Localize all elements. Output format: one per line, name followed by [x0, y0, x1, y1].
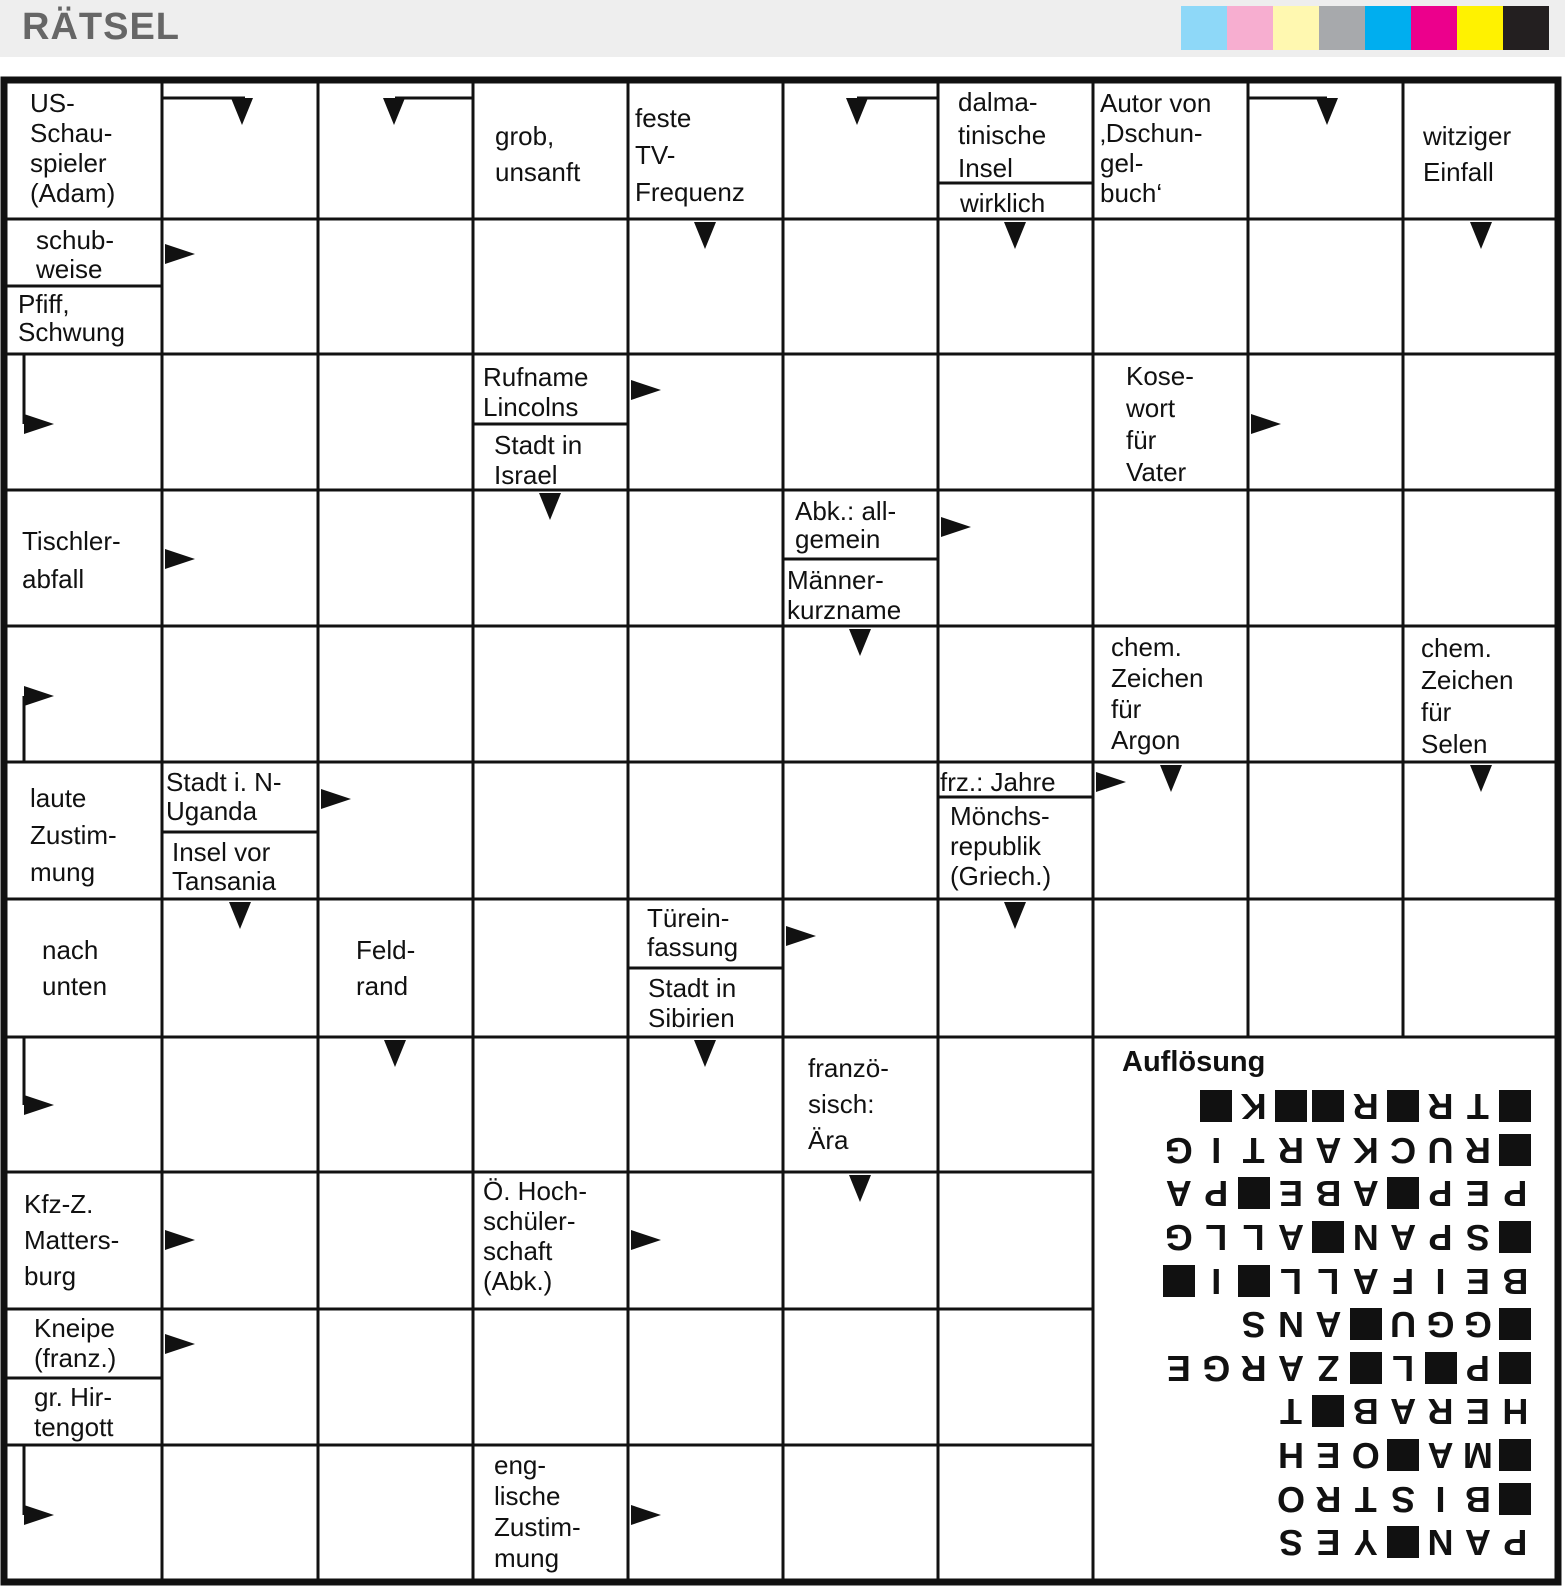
- solution-block: [1197, 1084, 1234, 1128]
- right-arrow: [1096, 772, 1126, 792]
- solution-block: [1347, 1346, 1384, 1390]
- solution-letter: A: [1390, 1391, 1417, 1433]
- clue-kfz-mattersburg: Kfz-Z. Matters- burg: [24, 1189, 120, 1291]
- solution-block: [1497, 1215, 1534, 1259]
- solution-title: Auflösung: [1122, 1046, 1266, 1078]
- solution-block: [1310, 1390, 1347, 1434]
- right-arrow: [165, 549, 195, 569]
- down-arrow: [1470, 222, 1492, 249]
- down-arrow: [384, 1040, 406, 1067]
- solution-letter: R: [1427, 1391, 1454, 1433]
- clue-laute-zustimmung: laute Zustim- mung: [30, 783, 117, 887]
- solution-letter: K: [1352, 1129, 1379, 1171]
- solution-letter: R: [1277, 1129, 1304, 1171]
- solution-block: [1497, 1084, 1534, 1128]
- down-arrow: [1004, 902, 1026, 929]
- solution-block: [1235, 1259, 1272, 1303]
- solution-block: [1422, 1346, 1459, 1390]
- down-arrow: [846, 98, 868, 125]
- solution-letter: C: [1390, 1129, 1417, 1171]
- solution-letter: A: [1315, 1304, 1342, 1346]
- solution-letter: I: [1211, 1260, 1222, 1302]
- solution-letter: O: [1351, 1435, 1380, 1477]
- down-arrow: [694, 222, 716, 249]
- down-arrow: [383, 98, 405, 125]
- down-arrow: [1004, 222, 1026, 249]
- solution-letter: A: [1427, 1435, 1454, 1477]
- clue-stadt-sibirien: Stadt in Sibirien: [648, 973, 737, 1033]
- solution-block: [1310, 1215, 1347, 1259]
- solution-grid: [1122, 1084, 1534, 1564]
- clue-abk-allgemein: Abk.: all- gemein: [795, 496, 897, 554]
- solution-letter: P: [1503, 1522, 1528, 1564]
- solution-row: [1122, 1172, 1534, 1216]
- clue-pfiff: Pfiff, Schwung: [18, 289, 125, 347]
- right-arrow: [24, 414, 54, 434]
- clue-us-schauspieler: US- Schau- spieler (Adam): [30, 88, 116, 208]
- solution-letter: P: [1428, 1217, 1453, 1259]
- clue-frz-jahre: frz.: Jahre: [940, 767, 1056, 797]
- clue-witziger: witziger Einfall: [1423, 121, 1512, 187]
- solution-letter: E: [1465, 1173, 1490, 1215]
- solution-letter: S: [1465, 1217, 1490, 1259]
- clue-hirtengott: gr. Hir- tengott: [34, 1382, 114, 1442]
- right-arrow: [631, 1505, 661, 1525]
- solution-letter: P: [1204, 1173, 1229, 1215]
- solution-block: [1384, 1433, 1421, 1477]
- solution-letter: I: [1435, 1478, 1446, 1520]
- solution-letter: S: [1241, 1304, 1266, 1346]
- down-arrow: [694, 1040, 716, 1067]
- solution-block: [1497, 1128, 1534, 1172]
- clue-kosewort: Kose- wort für Vater: [1126, 361, 1194, 487]
- solution-letter: L: [1242, 1217, 1265, 1259]
- clue-nach-unten: nach unten: [42, 935, 108, 1001]
- clue-englische-zustimmung: eng- lische Zustim- mung: [494, 1450, 581, 1573]
- solution-letter: A: [1464, 1522, 1491, 1564]
- clue-chem-selen: chem. Zeichen für Selen: [1421, 633, 1514, 759]
- solution-letter: A: [1352, 1173, 1379, 1215]
- solution-block: [1497, 1346, 1534, 1390]
- down-arrow: [849, 629, 871, 656]
- solution-block: [1384, 1520, 1421, 1564]
- clue-grob: grob, unsanft: [495, 121, 581, 187]
- solution-letter: R: [1464, 1129, 1491, 1171]
- solution-letter: U: [1427, 1129, 1454, 1171]
- solution-row: [1122, 1302, 1534, 1346]
- solution-letter: F: [1392, 1260, 1415, 1302]
- solution-row: [1122, 1084, 1534, 1128]
- solution-letter: E: [1278, 1173, 1303, 1215]
- clue-wirklich: wirklich: [960, 188, 1046, 218]
- solution-letter: Z: [1317, 1347, 1340, 1389]
- right-arrow: [165, 1334, 195, 1354]
- solution-letter: A: [1352, 1260, 1379, 1302]
- solution-block: [1160, 1259, 1197, 1303]
- clue-tuereinfassung: Türein- fassung: [647, 903, 739, 962]
- solution-letter: R: [1315, 1478, 1342, 1520]
- solution-row: [1122, 1128, 1534, 1172]
- down-arrow: [231, 98, 253, 125]
- clue-moenchsrepublik: Mönchs- republik (Griech.): [950, 801, 1052, 891]
- solution-letter: O: [1276, 1478, 1305, 1520]
- solution-letter: E: [1316, 1522, 1341, 1564]
- solution-block: [1497, 1477, 1534, 1521]
- solution-letter: U: [1390, 1304, 1417, 1346]
- solution-letter: B: [1315, 1173, 1342, 1215]
- right-arrow: [321, 789, 351, 809]
- solution-letter: R: [1427, 1086, 1454, 1128]
- solution-letter: L: [1279, 1260, 1302, 1302]
- page-title: RÄTSEL: [22, 6, 180, 48]
- solution-letter: I: [1211, 1129, 1222, 1171]
- solution-letter: R: [1352, 1086, 1379, 1128]
- solution-letter: G: [1463, 1304, 1492, 1346]
- clue-schubweise: schub- weise: [36, 225, 115, 284]
- solution-letter: A: [1315, 1129, 1342, 1171]
- solution-letter: G: [1164, 1129, 1193, 1171]
- solution-letter: N: [1277, 1304, 1304, 1346]
- clue-chem-argon: chem. Zeichen für Argon: [1111, 632, 1204, 755]
- right-arrow: [24, 1095, 54, 1115]
- solution-letter: I: [1435, 1260, 1446, 1302]
- clue-insel-tansania: Insel vor Tansania: [172, 837, 277, 896]
- clue-franzoesisch-aera: franzö- sisch: Ära: [808, 1053, 889, 1155]
- solution-letter: K: [1240, 1086, 1267, 1128]
- solution-letter: R: [1240, 1347, 1267, 1389]
- solution-row: [1122, 1215, 1534, 1259]
- solution-letter: L: [1317, 1260, 1340, 1302]
- clue-kneipe: Kneipe (franz.): [34, 1313, 117, 1373]
- down-arrow: [1470, 765, 1492, 792]
- down-arrow: [849, 1175, 871, 1202]
- solution-row: [1122, 1477, 1534, 1521]
- clue-oe-hochschuelerschaft: Ö. Hoch- schüler- schaft (Abk.): [483, 1176, 588, 1296]
- solution-letter: L: [1392, 1347, 1415, 1389]
- solution-block: [1272, 1084, 1309, 1128]
- solution-letter: T: [1279, 1391, 1302, 1433]
- solution-row: [1122, 1433, 1534, 1477]
- solution-letter: T: [1242, 1129, 1265, 1171]
- down-arrow: [1316, 98, 1338, 125]
- solution-letter: B: [1352, 1391, 1379, 1433]
- right-arrow: [631, 380, 661, 400]
- solution-letter: A: [1165, 1173, 1192, 1215]
- clue-stadt-uganda: Stadt i. N- Uganda: [166, 767, 282, 826]
- solution-row: [1122, 1390, 1534, 1434]
- right-arrow: [165, 244, 195, 264]
- solution-letter: G: [1202, 1347, 1231, 1389]
- solution-block: [1384, 1172, 1421, 1216]
- down-arrow: [229, 902, 251, 929]
- solution-row: [1122, 1346, 1534, 1390]
- solution-letter: T: [1466, 1086, 1489, 1128]
- right-arrow: [24, 1505, 54, 1525]
- right-arrow: [786, 926, 816, 946]
- solution-letter: N: [1352, 1217, 1379, 1259]
- solution-row: [1122, 1520, 1534, 1564]
- solution-letter: P: [1428, 1173, 1453, 1215]
- solution-block: [1384, 1084, 1421, 1128]
- solution-letter: B: [1502, 1260, 1529, 1302]
- solution-block: [1497, 1302, 1534, 1346]
- solution-letter: E: [1166, 1347, 1191, 1389]
- solution-row: [1122, 1259, 1534, 1303]
- solution-letter: T: [1354, 1478, 1377, 1520]
- clue-rufname: Rufname Lincolns: [483, 362, 589, 422]
- clue-tischler: Tischler- abfall: [22, 526, 121, 594]
- solution-letter: H: [1277, 1435, 1304, 1477]
- solution-letter: G: [1426, 1304, 1455, 1346]
- solution-letter: Y: [1353, 1522, 1378, 1564]
- clue-dalmatinische: dalma- tinische Insel: [958, 87, 1047, 183]
- right-arrow: [941, 517, 971, 537]
- solution-block: [1310, 1084, 1347, 1128]
- solution-letter: A: [1390, 1217, 1417, 1259]
- clue-feldrand: Feld- rand: [356, 935, 416, 1001]
- right-arrow: [631, 1230, 661, 1250]
- solution-letter: M: [1462, 1435, 1493, 1477]
- solution-letter: E: [1465, 1260, 1490, 1302]
- solution-letter: P: [1465, 1347, 1490, 1389]
- solution-block: [1347, 1302, 1384, 1346]
- solution-block: [1235, 1172, 1272, 1216]
- solution-letter: S: [1278, 1522, 1303, 1564]
- down-arrow: [1160, 765, 1182, 792]
- solution-letter: E: [1465, 1391, 1490, 1433]
- solution-letter: B: [1464, 1478, 1491, 1520]
- clue-autor: Autor von ‚Dschun- gel- buch‘: [1100, 88, 1212, 208]
- solution-letter: G: [1164, 1217, 1193, 1259]
- solution-letter: A: [1277, 1347, 1304, 1389]
- down-arrow: [539, 493, 561, 520]
- right-arrow: [1251, 414, 1281, 434]
- solution-letter: S: [1391, 1478, 1416, 1520]
- solution-block: [1497, 1433, 1534, 1477]
- solution-letter: A: [1277, 1217, 1304, 1259]
- solution-letter: P: [1503, 1173, 1528, 1215]
- clue-stadt-israel: Stadt in Israel: [494, 430, 583, 490]
- solution-letter: N: [1427, 1522, 1454, 1564]
- solution-letter: E: [1316, 1435, 1341, 1477]
- clue-maennerkurzname: Männer- kurzname: [787, 565, 902, 625]
- clue-feste-tv: feste TV- Frequenz: [635, 103, 745, 207]
- solution-letter: L: [1205, 1217, 1228, 1259]
- right-arrow: [165, 1230, 195, 1250]
- solution-letter: H: [1502, 1391, 1529, 1433]
- right-arrow: [24, 686, 54, 706]
